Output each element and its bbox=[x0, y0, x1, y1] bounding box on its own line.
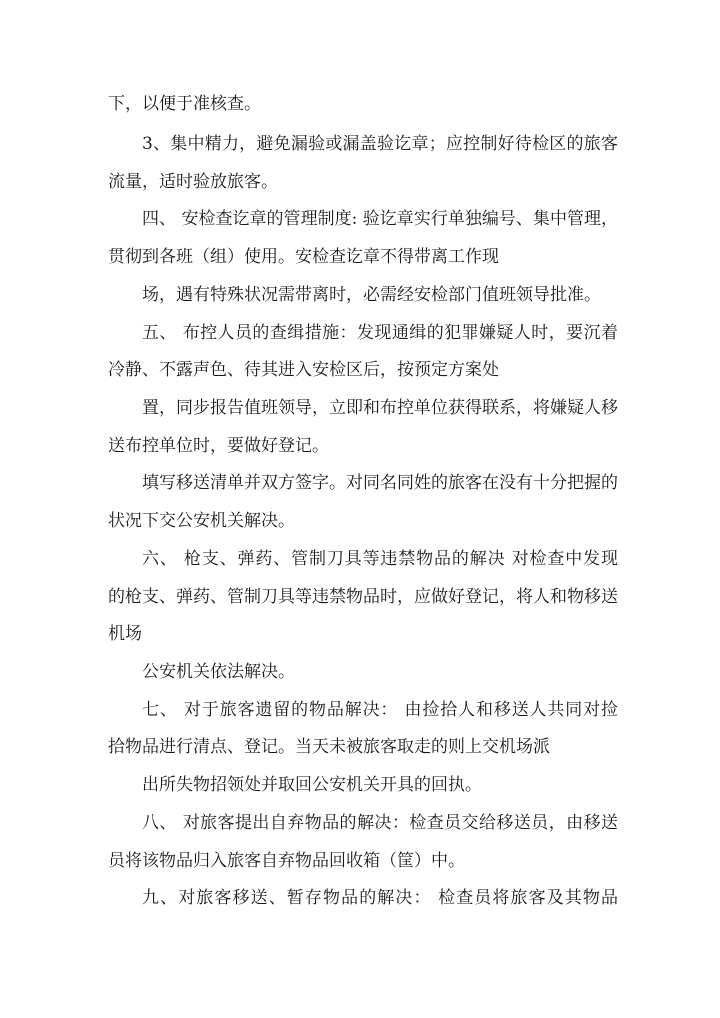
text-line: 员将该物品归入旅客自弃物品回收箱（筐）中。 bbox=[108, 851, 465, 871]
text-line: 状况下交公安机关解决。 bbox=[108, 511, 295, 531]
text-line: 填写移送清单并双方签字。对同名同姓的旅客在没有十分把握的 bbox=[142, 473, 618, 493]
text-line: 流量，适时验放旅客。 bbox=[108, 172, 278, 192]
text-line: 贯彻到各班（组）使用。安检查讫章不得带离工作现 bbox=[108, 247, 499, 267]
text-line: 冷静、不露声色、待其进入安检区后，按预定方案处 bbox=[108, 360, 499, 380]
text-line: 拾物品进行清点、登记。当天未被旅客取走的则上交机场派 bbox=[108, 737, 550, 757]
text-line: 八、 对旅客提出自弃物品的解决：检查员交给移送员，由移送 bbox=[142, 813, 618, 833]
text-line: 五、 布控人员的查缉措施：发现通缉的犯罪嫌疑人时，要沉着 bbox=[142, 323, 618, 343]
text-line: 机场 bbox=[108, 624, 142, 644]
text-line: 七、 对于旅客遗留的物品解决： 由捡拾人和移送人共同对捡 bbox=[142, 700, 618, 720]
text-line: 场，遇有特殊状况需带离时，必需经安检部门值班领导批准。 bbox=[142, 285, 601, 305]
text-line: 置，同步报告值班领导，立即和布控单位获得联系，将嫌疑人移 bbox=[142, 398, 618, 418]
text-line: 的枪支、弹药、管制刀具等违禁物品时，应做好登记，将人和物移送 bbox=[108, 587, 618, 607]
text-line: 出所失物招领处并取回公安机关开具的回执。 bbox=[142, 775, 482, 795]
text-line: 九、对旅客移送、暂存物品的解决： 检查员将旅客及其物品 bbox=[142, 888, 618, 908]
text-line: 六、 枪支、弹药、管制刀具等违禁物品的解决 对检查中发现 bbox=[142, 549, 618, 569]
text-line: 3、集中精力，避免漏验或漏盖验讫章；应控制好待检区的旅客 bbox=[142, 134, 618, 154]
text-line: 送布控单位时，要做好登记。 bbox=[108, 436, 329, 456]
text-line: 四、 安检查讫章的管理制度: 验讫章实行单独编号、集中管理， bbox=[142, 209, 618, 229]
text-line: 公安机关依法解决。 bbox=[142, 662, 295, 682]
text-line: 下，以便于准核查。 bbox=[108, 94, 261, 114]
